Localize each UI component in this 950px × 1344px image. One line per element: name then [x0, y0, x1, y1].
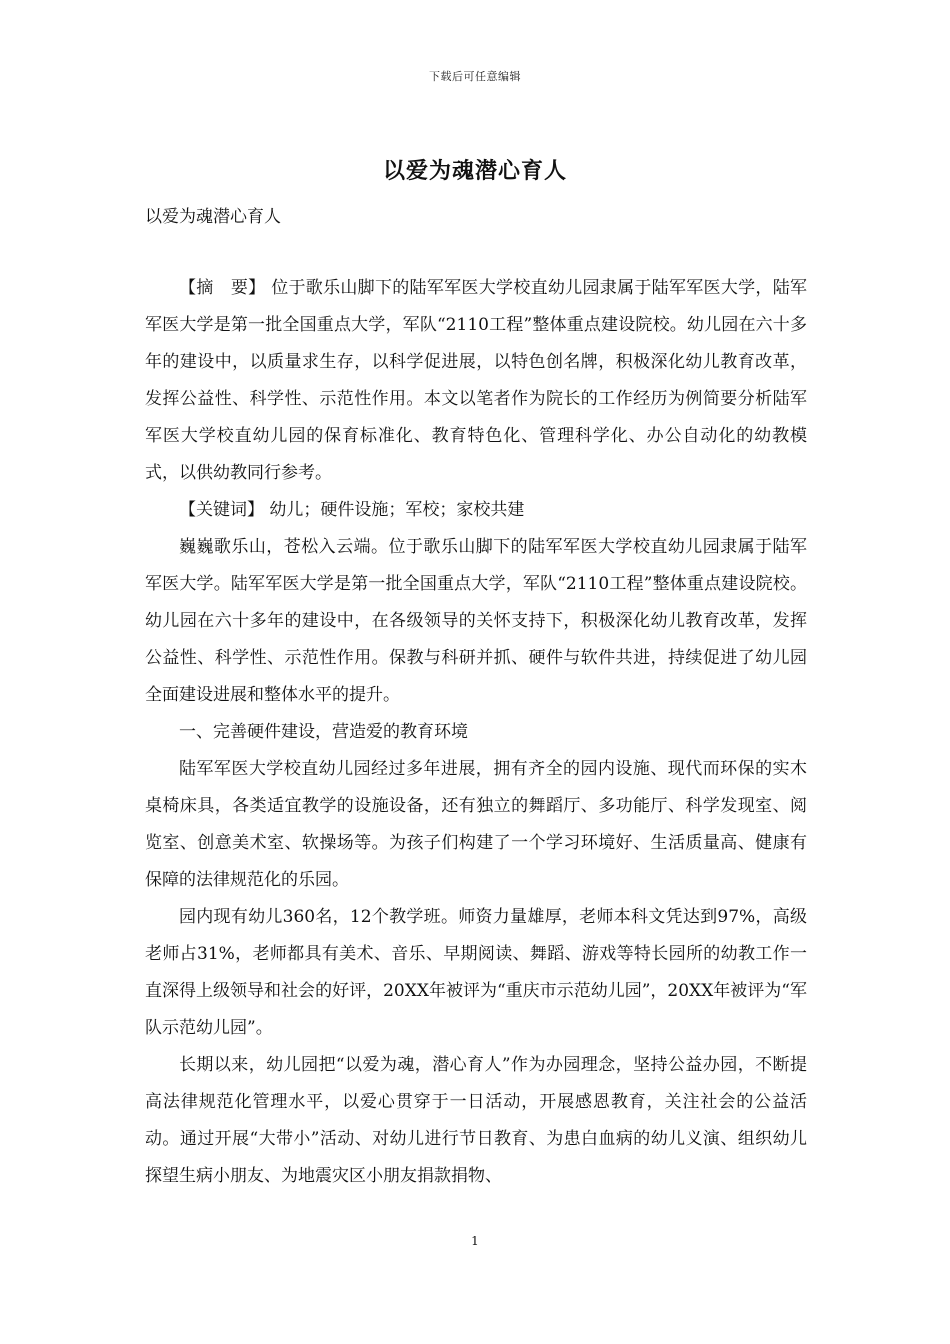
body-paragraph: 陆军军医大学校直幼儿园经过多年进展，拥有齐全的园内设施、现代而环保的实木桌椅床具，各类适宜教学的设施设备，还有独立的舞蹈厅、多功能厅、科学发现室、阅览室、创意美术室、软操场等。为孩子们构建了一个学习环境好、生活质量高、健康有保障的法律规范化的乐园。: [145, 759, 807, 890]
header-note: 下载后可任意编辑: [429, 70, 521, 83]
keywords-paragraph: [145, 492, 807, 529]
document-subtitle: 以爱为魂潜心育人: [145, 207, 281, 227]
section-heading: 一、完善硬件建设，营造爱的教育环境: [179, 722, 468, 742]
abstract-paragraph: [145, 270, 807, 492]
keywords-text: 幼儿；硬件设施；军校；家校共建: [269, 500, 525, 520]
page-number: 1: [471, 1234, 479, 1248]
abstract-label: 【摘 要】: [179, 278, 266, 298]
body-paragraph: 长期以来，幼儿园把“以爱为魂，潜心育人”作为办园理念，坚持公益办园，不断提高法律规范化管理水平，以爱心贯穿于一日活动，开展感恩教育，关注社会的公益活动。通过开展“大带小”活动、对幼儿进行节日教育、为患白血病的幼儿义演、组织幼儿探望生病小朋友、为地震灾区小朋友捐款捐物、: [145, 1055, 807, 1186]
body-paragraph: 园内现有幼儿360名，12个教学班。师资力量雄厚，老师本科文凭达到97%，高级老师占31%，老师都具有美术、音乐、早期阅读、舞蹈、游戏等特长园所的幼教工作一直深得上级领导和社会的好评，20XX年被评为“重庆市示范幼儿园”，20XX年被评为“军队示范幼儿园”。: [145, 907, 807, 1038]
body-paragraph: 巍巍歌乐山，苍松入云端。位于歌乐山脚下的陆军军医大学校直幼儿园隶属于陆军军医大学。陆军军医大学是第一批全国重点大学，军队“2110工程”整体重点建设院校。幼儿园在六十多年的建设中，在各级领导的关怀支持下，积极深化幼儿教育改革，发挥公益性、科学性、示范性作用。保教与科研并抓、硬件与软件共进，持续促进了幼儿园全面建设进展和整体水平的提升。: [145, 537, 807, 705]
document-title: 以爱为魂潜心育人: [382, 158, 567, 184]
keywords-label: 【关键词】: [179, 500, 264, 520]
abstract-text: 位于歌乐山脚下的陆军军医大学校直幼儿园隶属于陆军军医大学，陆军军医大学是第一批全国重点大学，军队“2110工程”整体重点建设院校。幼儿园在六十多年的建设中，以质量求生存，以科学促进展，以特色创名牌，积极深化幼儿教育改革，发挥公益性、科学性、示范性作用。本文以笔者作为院长的工作经历为例简要分析陆军军医大学校直幼儿园的保育标准化、教育特色化、管理科学化、办公自动化的幼教模式，以供幼教同行参考。: [145, 278, 808, 483]
document-body: [145, 270, 807, 1195]
